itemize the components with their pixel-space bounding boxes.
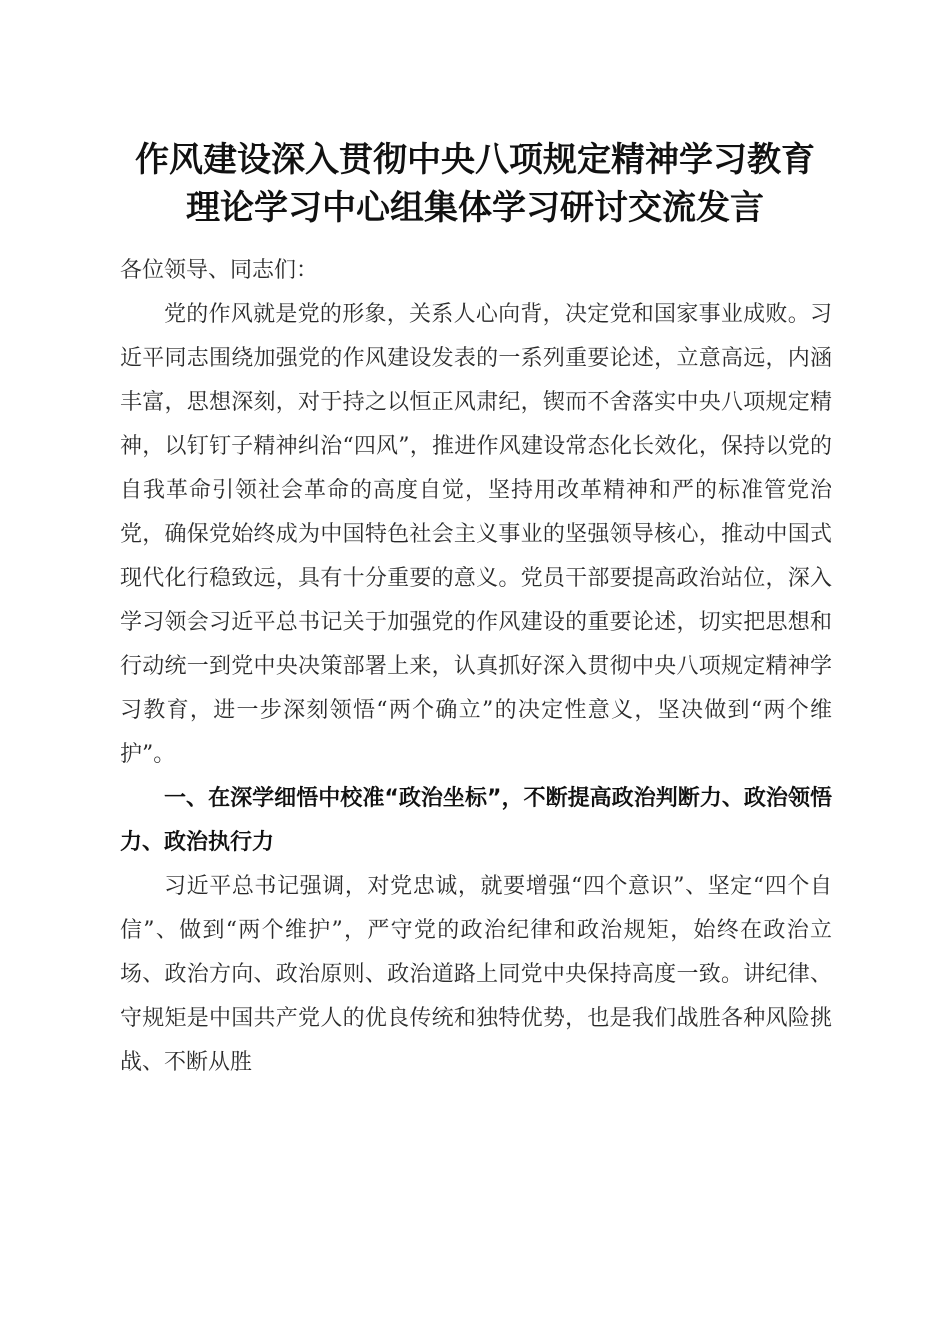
paragraph-section-1: 习近平总书记强调，对党忠诚，就要增强“四个意识”、坚定“四个自信”、做到“两个维护”，严守党的政治纪律和政治规矩，始终在政治立场、政治方向、政治原则、政治道路上同党中央保持高度一致。讲纪律、守规矩是中国共产党人的优良传统和独特优势，也是我们战胜各种风险挑战、不断从胜 xyxy=(120,874,832,1075)
section-heading-1: 一、在深学细悟中校准“政治坐标”，不断提高政治判断力、政治领悟力、政治执行力 xyxy=(120,786,832,855)
document-body xyxy=(120,249,832,1085)
salutation: 各位领导、同志们： xyxy=(120,258,319,283)
document-title xyxy=(60,136,890,232)
title-line-1: 作风建设深入贯彻中央八项规定精神学习教育 xyxy=(135,140,815,180)
paragraph-intro: 党的作风就是党的形象，关系人心向背，决定党和国家事业成败。习近平同志围绕加强党的作风建设发表的一系列重要论述，立意高远，内涵丰富，思想深刻，对于持之以恒正风肃纪，锲而不舍落实中央八项规定精神，以钉钉子精神纠治“四风”，推进作风建设常态化长效化，保持以党的自我革命引领社会革命的高度自觉，坚持用改革精神和严的标准管党治党，确保党始终成为中国特色社会主义事业的坚强领导核心，推动中国式现代化行稳致远，具有十分重要的意义。党员干部要提高政治站位，深入学习领会习近平总书记关于加强党的作风建设的重要论述，切实把思想和行动统一到党中央决策部署上来，认真抓好深入贯彻中央八项规定精神学习教育，进一步深刻领悟“两个确立”的决定性意义，坚决做到“两个维护”。 xyxy=(120,302,832,767)
title-line-2: 理论学习中心组集体学习研讨交流发言 xyxy=(186,188,764,228)
